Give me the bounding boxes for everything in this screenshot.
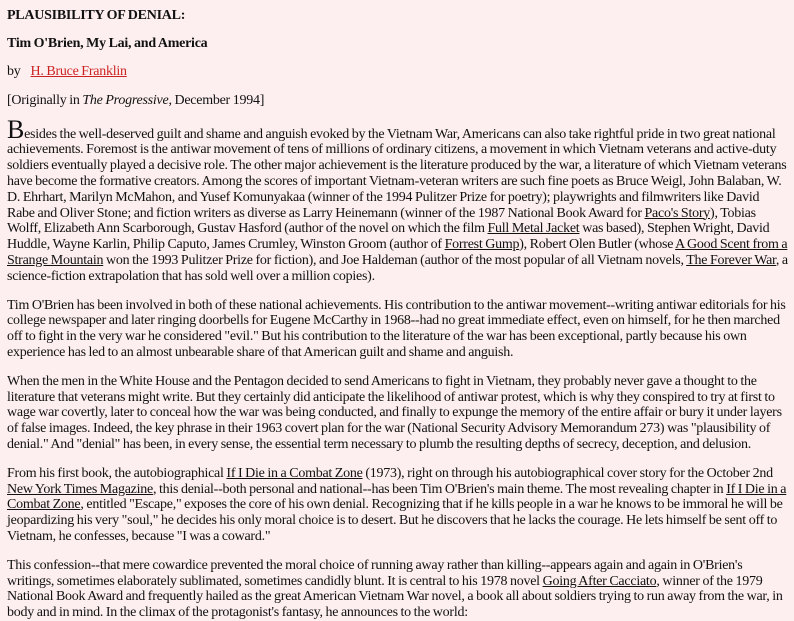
paragraph [7, 298, 788, 361]
drop-cap: B [7, 114, 25, 144]
article-body [7, 114, 788, 621]
book-title-link[interactable]: Going After Cacciato [542, 573, 657, 589]
article-subtitle: Tim O'Brien, My Lai, and America [7, 36, 208, 51]
paragraph [7, 466, 788, 545]
book-title-link[interactable]: New York Times Magazine [7, 481, 153, 497]
paragraph [7, 374, 788, 453]
journal-name: The Progressive [82, 92, 169, 108]
article-title: PLAUSIBILITY OF DENIAL: [7, 8, 186, 23]
paragraph-text: won the 1993 Pulitzer Prize for fiction), and Joe Haldeman (author of the most popular of all Vietnam novels, [103, 252, 687, 268]
paragraph-text: When the men in the White House and the Pentagon decided to send Americans to fight in Vietnam, they probably never gave a thought to the literature that veterans might write. But they certainly did anticipate the likelihood of antiwar protest, which is why they conspired to try at first to wage war covertly, later to conceal how the war was being conducted, and finally to expunge the memory of the entire affair or bury it under layers of false images. Indeed, the key phrase in their 1963 covert plan for the war (National Security Advisory Memorandum 273) was "plausibility of denial." And "denial" has been, in every sense, the essential term necessary to plumb the resulting depths of secrecy, deception, and delusion. [7, 373, 782, 452]
book-title-link[interactable]: A Good Scent from a Strange Mountain [7, 237, 788, 268]
paragraph-text: (1973), right on through his autobiographical cover story for the October 2nd [362, 465, 773, 481]
paragraph-text: , entitled "Escape," exposes the core of his own denial. Recognizing that if he kills people in a war he knows to be immoral he will be jeopardizing his very "soul," he decides his only moral choice is to desert. But he discovers that he lacks the courage. He lets himself be sent off to Vietnam, he confesses, because "I was a coward." [7, 497, 783, 544]
book-title-link[interactable]: If I Die in a Combat Zone [7, 481, 787, 513]
paragraph-text: This confession--that mere cowardice prevented the moral choice of running away rather than killing--appears again and again in O'Brien's writings, sometimes elaborately sublimated, sometimes candidly blunt. It is central to his 1978 novel [7, 557, 743, 589]
book-title-link[interactable]: Paco's Story [644, 205, 711, 221]
paragraph-text: From his first book, the autobiographical [7, 465, 227, 481]
book-title-link[interactable]: Forrest Gump [444, 237, 520, 253]
origin-prefix: [Originally in [7, 92, 83, 108]
origin-suffix: , December 1994] [168, 92, 265, 108]
book-title-link[interactable]: The Forever War [686, 252, 776, 268]
paragraph-text: , this denial--both personal and national--has been Tim O'Brien's main theme. The most revealing chapter in [152, 481, 727, 497]
paragraph-text: , a science-fiction extrapolation that has sold well over a million copies). [7, 252, 788, 284]
author-link[interactable]: H. Bruce Franklin [30, 64, 127, 79]
paragraph [7, 558, 788, 621]
paragraph-text: ), Tobias Wolff, Elizabeth Ann Scarborough, Gustav Hasford (author of the novel on which the film [7, 205, 756, 237]
byline-prefix: by [7, 64, 21, 79]
paragraph-text: Tim O'Brien has been involved in both of these national achievements. His contribution to the antiwar movement--writing antiwar editorials for his college newspaper and later ringing doorbells for Eugene McCarthy in 1968--had no great immediate effect, even on himself, for he then marched off to fight in the very war he considered "evil." But his contribution to the literature of the war has been exceptional, partly because his own experience has led to an almost unbearable share of that American guilt and shame and anguish. [7, 297, 786, 360]
paragraph-text: ), Robert Olen Butler (whose [519, 237, 676, 253]
book-title-link[interactable]: Full Metal Jacket [487, 221, 580, 237]
byline [7, 64, 788, 80]
book-title-link[interactable]: If I Die in a Combat Zone [226, 465, 363, 481]
paragraph-text: , winner of the 1979 National Book Award and frequently hailed as the great American Vietnam War novel, a book all about soldiers trying to run away from the war, in body and in mind. In the climax of the protagonist's fantasy, he announces to the world: [7, 573, 783, 621]
paragraph [7, 114, 788, 285]
paragraph-text: was based), Stephen Wright, David Huddle, Wayne Karlin, Philip Caputo, James Crumley, Winston Groom (author of [7, 221, 770, 253]
publication-note [7, 93, 788, 109]
paragraph-text: esides the well-deserved guilt and shame and anguish evoked by the Vietnam War, Americans can also take rightful pride in two great national achievements. Foremost is the antiwar movement of tens of millions of ordinary citizens, a movement in which Vietnam veterans and active-duty soldiers eventually played a decisive role. The other major achievement is the literature produced by the war, a literature of which Vietnam veterans have become the formative creators. Among the scores of important Vietnam-veteran writers are such fine poets as Bruce Weigl, John Balaban, W. D. Ehrhart, Marilyn McMahon, and Yusef Komunyakaa (winner of the 1994 Pulitzer Prize for poetry); playwrights and filmwriters like David Rabe and Oliver Stone; and fiction writers as diverse as Larry Heinemann (winner of the 1987 National Book Award for [7, 126, 787, 221]
